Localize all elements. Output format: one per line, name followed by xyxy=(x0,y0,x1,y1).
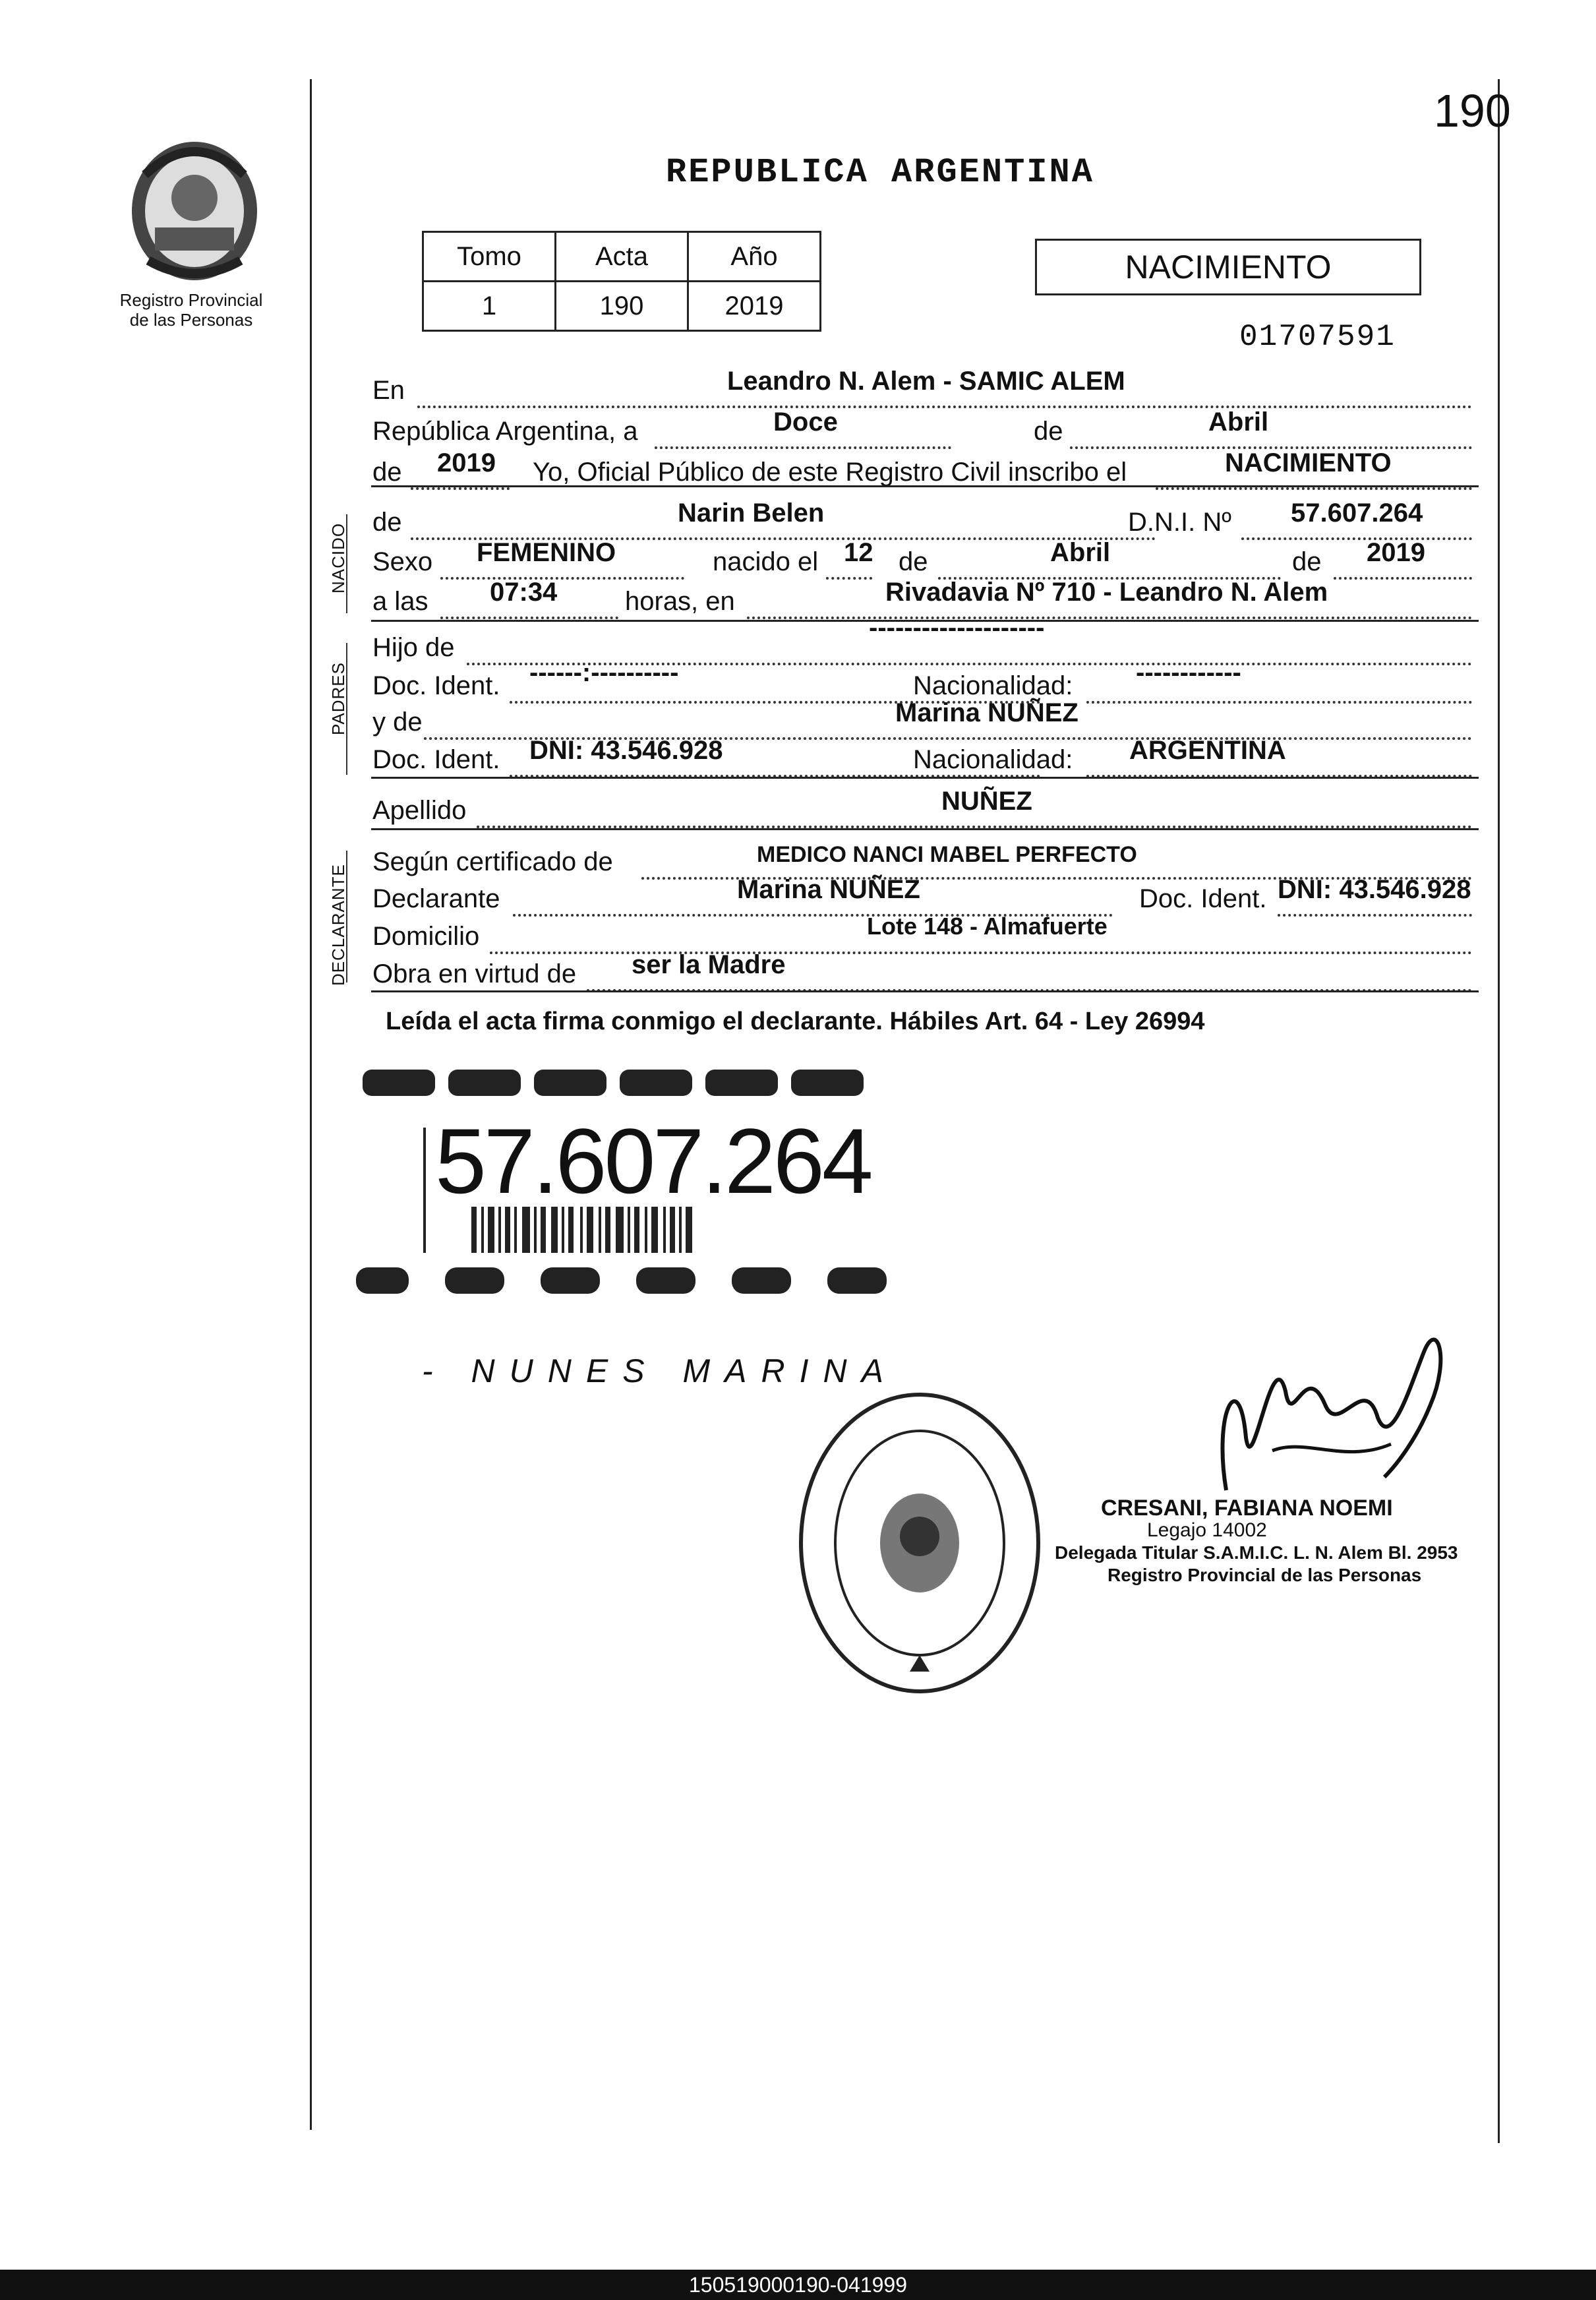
dni-label: D.N.I. Nº xyxy=(1128,508,1231,537)
hijo-label: Hijo de xyxy=(372,633,455,662)
cert-label: Según certificado de xyxy=(372,847,613,876)
logo-caption xyxy=(92,290,290,330)
anio-value: 2019 xyxy=(437,448,496,477)
leida-statement: Leída el acta firma conmigo el declarante. Hábiles Art. 64 - Ley 26994 xyxy=(386,1008,1205,1035)
apellido-label: Apellido xyxy=(372,796,467,825)
serial-number: 01707591 xyxy=(1239,320,1396,354)
obra-value: ser la Madre xyxy=(632,950,786,979)
decl-doc-label: Doc. Ident. xyxy=(1139,884,1267,913)
document-title: REPUBLICA ARGENTINA xyxy=(666,153,1094,192)
logo-caption-line2: de las Personas xyxy=(129,310,253,330)
nac-mes-value: Abril xyxy=(1050,538,1111,567)
hijo-value: -------------------- xyxy=(869,613,1045,642)
mes-value: Abril xyxy=(1208,408,1269,437)
dia-value: Doce xyxy=(773,408,838,437)
decl-label: Declarante xyxy=(372,884,500,913)
registro-seal xyxy=(794,1388,1045,1698)
table-header-anio: Año xyxy=(688,232,821,282)
doc2-value: DNI: 43.546.928 xyxy=(529,736,723,765)
nombre-label: de xyxy=(372,508,402,537)
republica-label: República Argentina, a xyxy=(372,417,638,446)
de-label: de xyxy=(1034,417,1063,446)
row-anio xyxy=(371,448,1479,497)
alas-label: a las xyxy=(372,587,429,616)
decl-value: Marina NUÑEZ xyxy=(737,875,920,904)
nac-de2-label: de xyxy=(1292,547,1322,576)
doc1-label: Doc. Ident. xyxy=(372,671,500,700)
row-obra xyxy=(371,950,1479,999)
nac2-label: Nacionalidad: xyxy=(913,745,1073,774)
horas-label: horas, en xyxy=(625,587,735,616)
table-value-anio: 2019 xyxy=(688,282,821,331)
side-label-nacido: NACIDO xyxy=(328,522,348,593)
apellido-value: NUÑEZ xyxy=(941,787,1032,816)
dni-value: 57.607.264 xyxy=(1291,499,1423,528)
lugar-value: Rivadavia Nº 710 - Leandro N. Alem xyxy=(885,578,1328,607)
de-anio-label: de xyxy=(372,458,402,487)
nac-de-label: de xyxy=(899,547,928,576)
tomo-acta-anio-table xyxy=(422,231,821,332)
inscripcion-value: NACIMIENTO xyxy=(1225,448,1392,477)
obra-label: Obra en virtud de xyxy=(372,959,577,988)
nombre-value: Narin Belen xyxy=(678,499,825,528)
signer-legajo: Legajo 14002 xyxy=(1147,1519,1267,1541)
nac2-value: ARGENTINA xyxy=(1129,736,1286,765)
sexo-value: FEMENINO xyxy=(477,538,616,567)
yde-label: y de xyxy=(372,708,423,737)
section-divider xyxy=(371,990,1479,992)
misiones-logo xyxy=(119,135,270,287)
table-header-acta: Acta xyxy=(556,232,688,282)
dom-label: Domicilio xyxy=(372,922,480,951)
section-divider xyxy=(371,777,1479,779)
handwritten-signature xyxy=(1200,1312,1483,1517)
signer-name: CRESANI, FABIANA NOEMI xyxy=(1101,1496,1393,1521)
row-domicilio xyxy=(371,913,1479,961)
left-margin-line xyxy=(310,79,312,2130)
side-label-padres: PADRES xyxy=(328,662,348,735)
nac1-value: ------------ xyxy=(1136,658,1241,687)
table-value-tomo: 1 xyxy=(423,282,556,331)
sticker-dni-number: 57.607.264 xyxy=(435,1109,871,1213)
logo-caption-line1: Registro Provincial xyxy=(119,290,263,310)
madre-value: Marina NUÑEZ xyxy=(895,698,1079,727)
doc1-value: ------:---------- xyxy=(529,658,679,687)
side-label-declarante: DECLARANTE xyxy=(328,864,348,986)
section-divider xyxy=(371,485,1479,487)
nac1-label: Nacionalidad: xyxy=(913,671,1073,700)
signer-cargo: Delegada Titular S.A.M.I.C. L. N. Alem Bl. 2953 xyxy=(1055,1542,1458,1563)
nac-dia-value: 12 xyxy=(844,538,873,567)
doc2-label: Doc. Ident. xyxy=(372,745,500,774)
signer-registro: Registro Provincial de las Personas xyxy=(1108,1565,1422,1585)
section-divider xyxy=(371,828,1479,830)
right-margin-line xyxy=(1498,79,1500,2143)
footer-code: 150519000190-041999 xyxy=(0,2270,1596,2300)
hora-value: 07:34 xyxy=(490,578,558,607)
page-number: 190 xyxy=(1434,85,1511,136)
row-en xyxy=(371,367,1479,415)
en-label: En xyxy=(372,376,405,405)
nacido-label: nacido el xyxy=(713,547,819,576)
sexo-label: Sexo xyxy=(372,547,433,576)
decl-doc-value: DNI: 43.546.928 xyxy=(1278,875,1471,904)
table-value-acta: 190 xyxy=(556,282,688,331)
handwritten-name: - NUNES MARINA xyxy=(422,1352,898,1389)
yo-label: Yo, Oficial Público de este Registro Civil inscribo el xyxy=(533,458,1127,487)
dom-value: Lote 148 - Almafuerte xyxy=(867,913,1108,940)
row-doc2 xyxy=(371,736,1479,785)
signature-block xyxy=(1055,1497,1458,1587)
en-value: Leandro N. Alem - SAMIC ALEM xyxy=(727,367,1125,396)
table-header-tomo: Tomo xyxy=(423,232,556,282)
cert-value: MEDICO NANCI MABEL PERFECTO xyxy=(757,842,1137,867)
nac-anio-value: 2019 xyxy=(1367,538,1425,567)
record-type-box: NACIMIENTO xyxy=(1035,239,1421,295)
